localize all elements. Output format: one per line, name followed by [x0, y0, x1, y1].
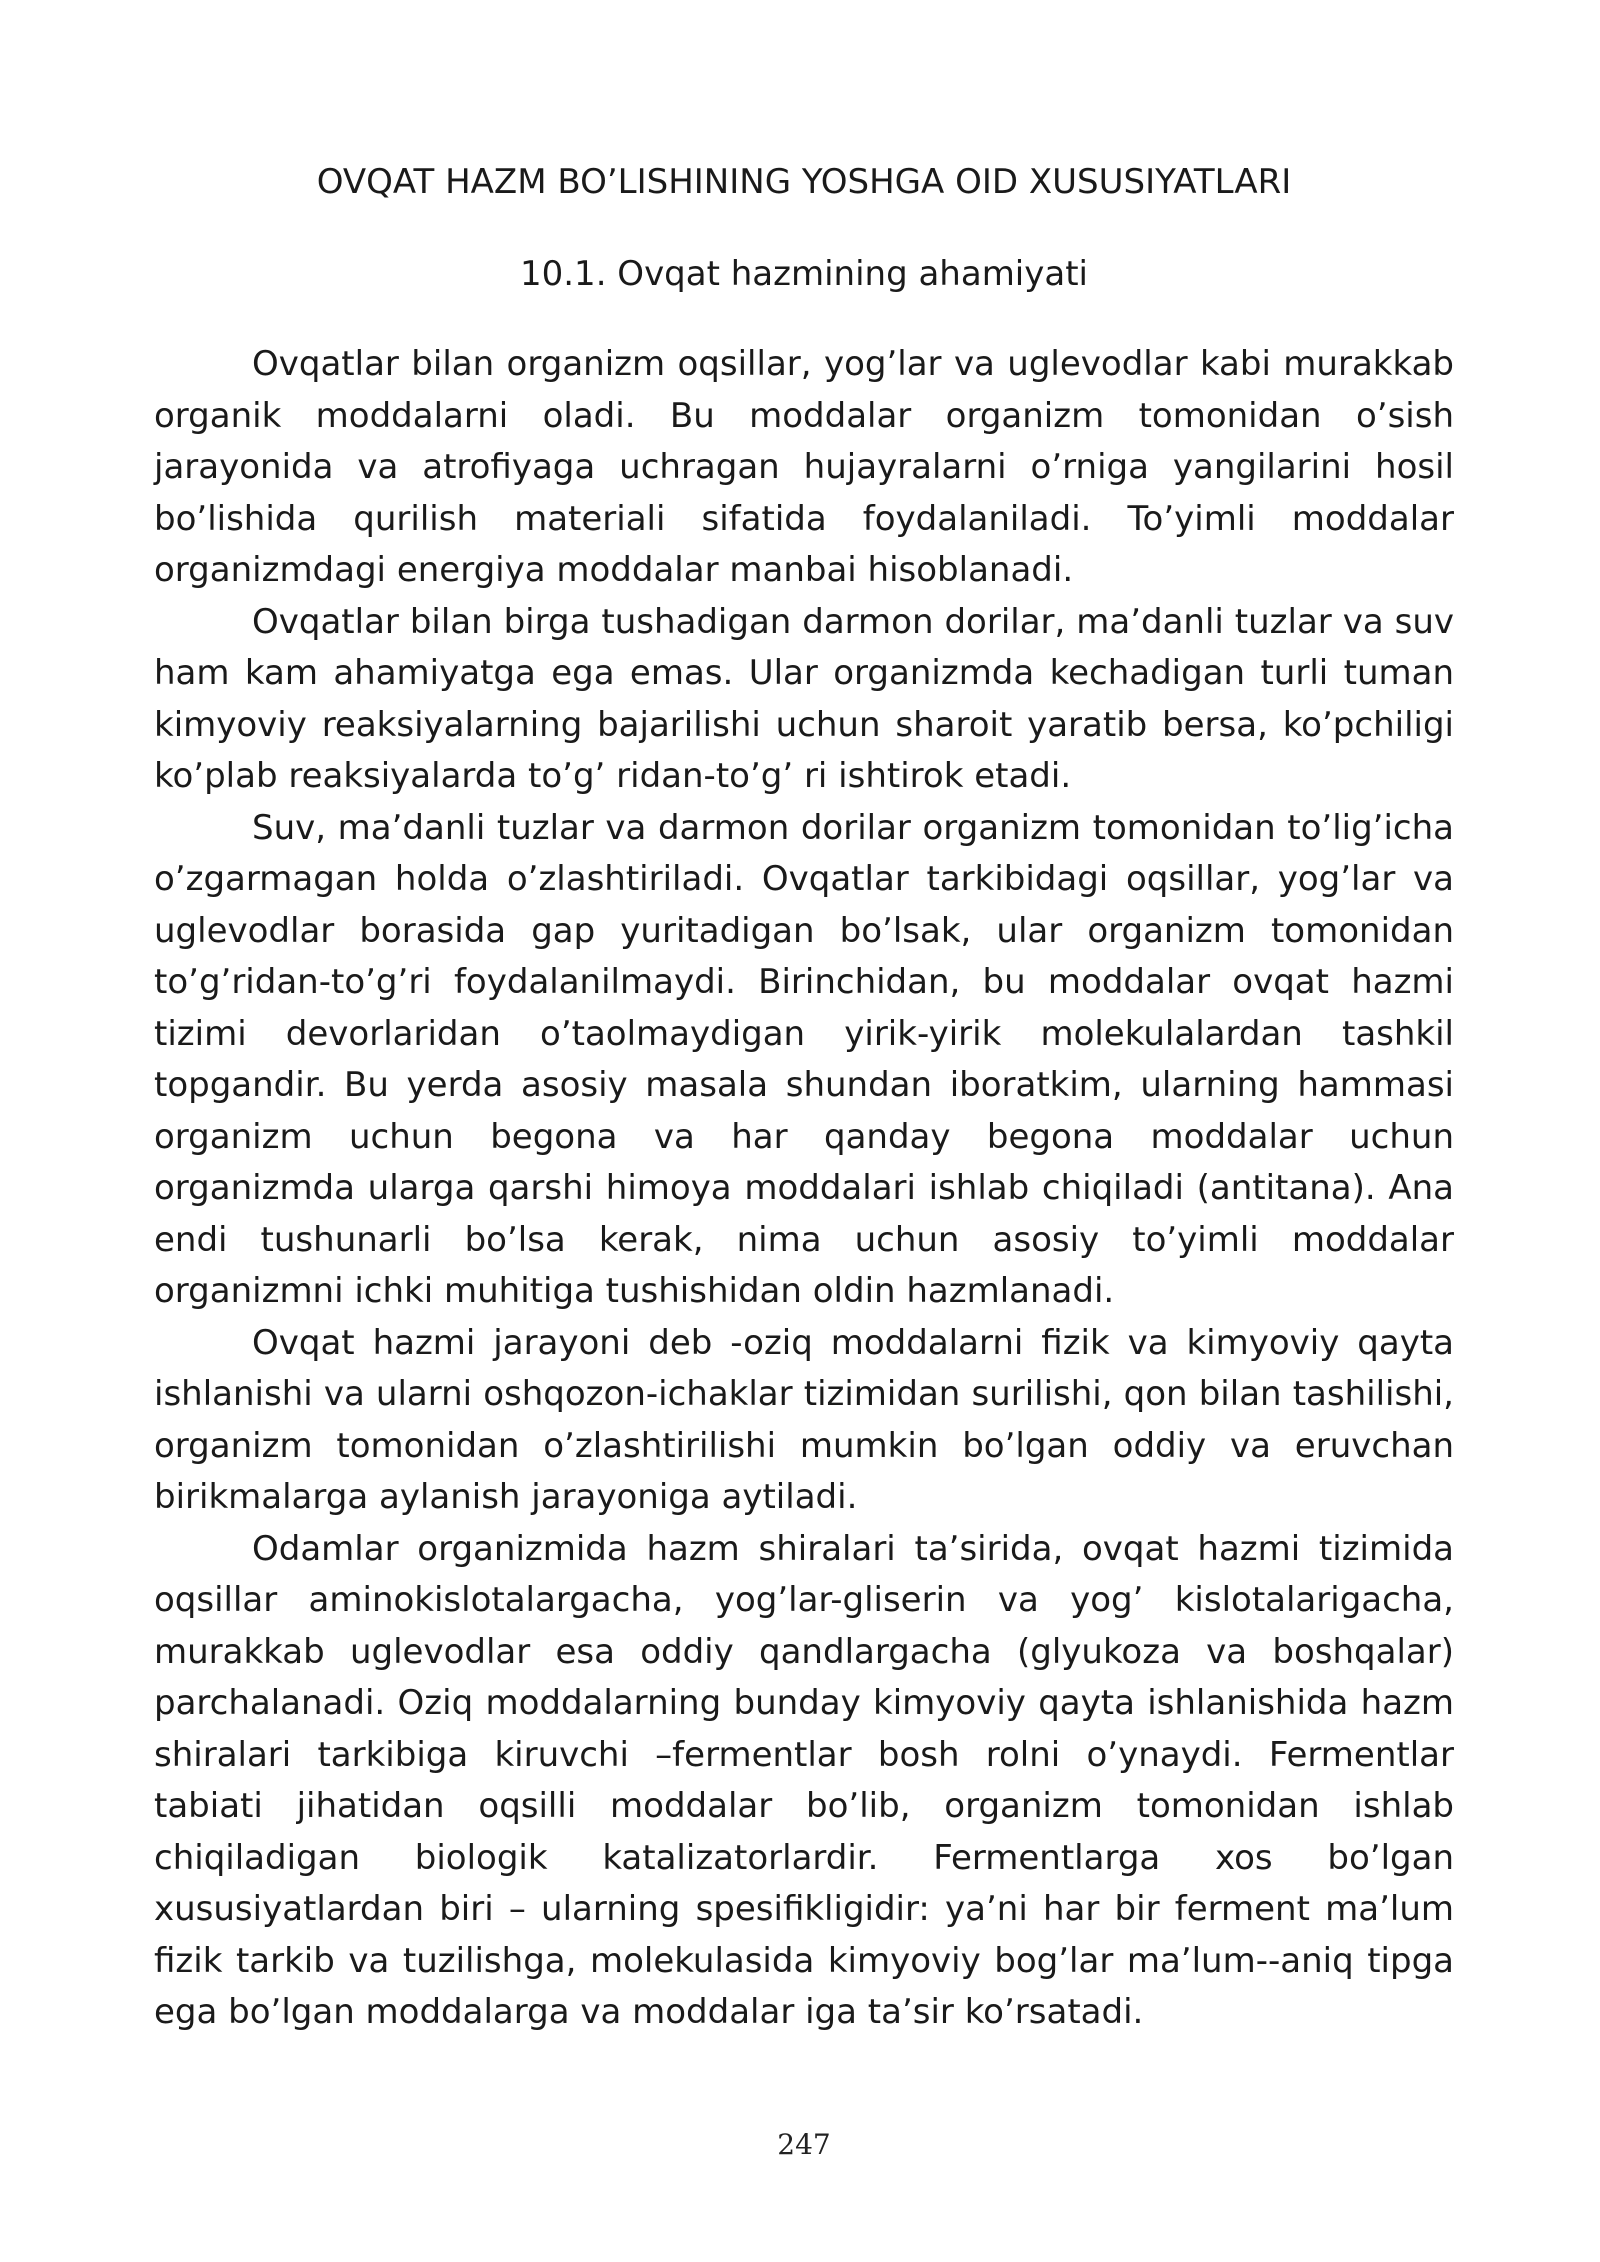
section-title: 10.1. Ovqat hazmining ahamiyati — [519, 254, 1088, 294]
paragraph-1: Ovqatlar bilan organizm oqsillar, yog’lar va uglevodlar kabi murakkab organik moddalarni oladi. Bu moddalar organizm tomonidan o’sish jarayonida va atrofiyaga uchragan hujayralarni o’rniga yangilarini hosil bo’lishida qurilish materiali sifatida foydalaniladi. To’yimli moddalar organizmdagi energiya moddalar manbai hisoblanadi. — [154, 344, 1454, 590]
body-text — [154, 339, 1454, 2039]
paragraph-4: Ovqat hazmi jarayoni deb -oziq moddalarni fizik va kimyoviy qayta ishlanishi va ularni oshqozon-ichaklar tizimidan surilishi, qon bilan tashilishi, organizm tomonidan o’zlashtirilishi mumkin bo’lgan oddiy va eruvchan birikmalarga aylanish jarayoniga aytiladi. — [154, 1322, 1454, 1517]
paragraph-5: Odamlar organizmida hazm shiralari ta’sirida, ovqat hazmi tizimida oqsillar aminokislotalargacha, yog’lar-gliserin va yog’ kislotalarigacha, murakkab uglevodlar esa oddiy qandlargacha (glyukoza va boshqalar) parchalanadi. Oziq moddalarning bunday kimyoviy qayta ishlanishida hazm shiralari tarkibiga kiruvchi –fermentlar bosh rolni o’ynaydi. Fermentlar tabiati jihatidan oqsilli moddalar bo’lib, organizm tomonidan ishlab chiqiladigan biologik katalizatorlardir. Fermentlarga xos bo’lgan xususiyatlardan biri – ularning spesifikligidir: ya’ni har bir ferment ma’lum fizik tarkib va tuzilishga, molekulasida kimyoviy bog’lar ma’lum--aniq tipga ega bo’lgan moddalarga va moddalar iga ta’sir ko’rsatadi. — [154, 1528, 1454, 2032]
page-number: 247 — [777, 2128, 831, 2161]
paragraph-2: Ovqatlar bilan birga tushadigan darmon dorilar, ma’danli tuzlar va suv ham kam ahamiyatga ega emas. Ular organizmda kechadigan turli tuman kimyoviy reaksiyalarning bajarilishi uchun sharoit yaratib bersa, ko’pchiligi ko’plab reaksiyalarda to’g’ ridan-to’g’ ri ishtirok etadi. — [154, 601, 1454, 796]
document-page — [154, 0, 1454, 2262]
paragraph-3: Suv, ma’danli tuzlar va darmon dorilar organizm tomonidan to’lig’icha o’zgarmagan holda o’zlashtiriladi. Ovqatlar tarkibidagi oqsillar, yog’lar va uglevodlar borasida gap yuritadigan bo’lsak, ular organizm tomonidan to’g’ridan-to’g’ri foydalanilmaydi. Birinchidan, bu moddalar ovqat hazmi tizimi devorlaridan o’taolmaydigan yirik-yirik molekulalardan tashkil topgandir. Bu yerda asosiy masala shundan iboratkim, ularning hammasi organizm uchun begona va har qanday begona moddalar uchun organizmda ularga qarshi himoya moddalari ishlab chiqiladi (antitana). Ana endi tushunarli bo’lsa kerak, nima uchun asosiy to’yimli moddalar organizmni ichki muhitiga tushishidan oldin hazmlanadi. — [154, 807, 1454, 1311]
chapter-title: OVQAT HAZM BO’LISHINING YOSHGA OID XUSUSIYATLARI — [316, 162, 1292, 202]
